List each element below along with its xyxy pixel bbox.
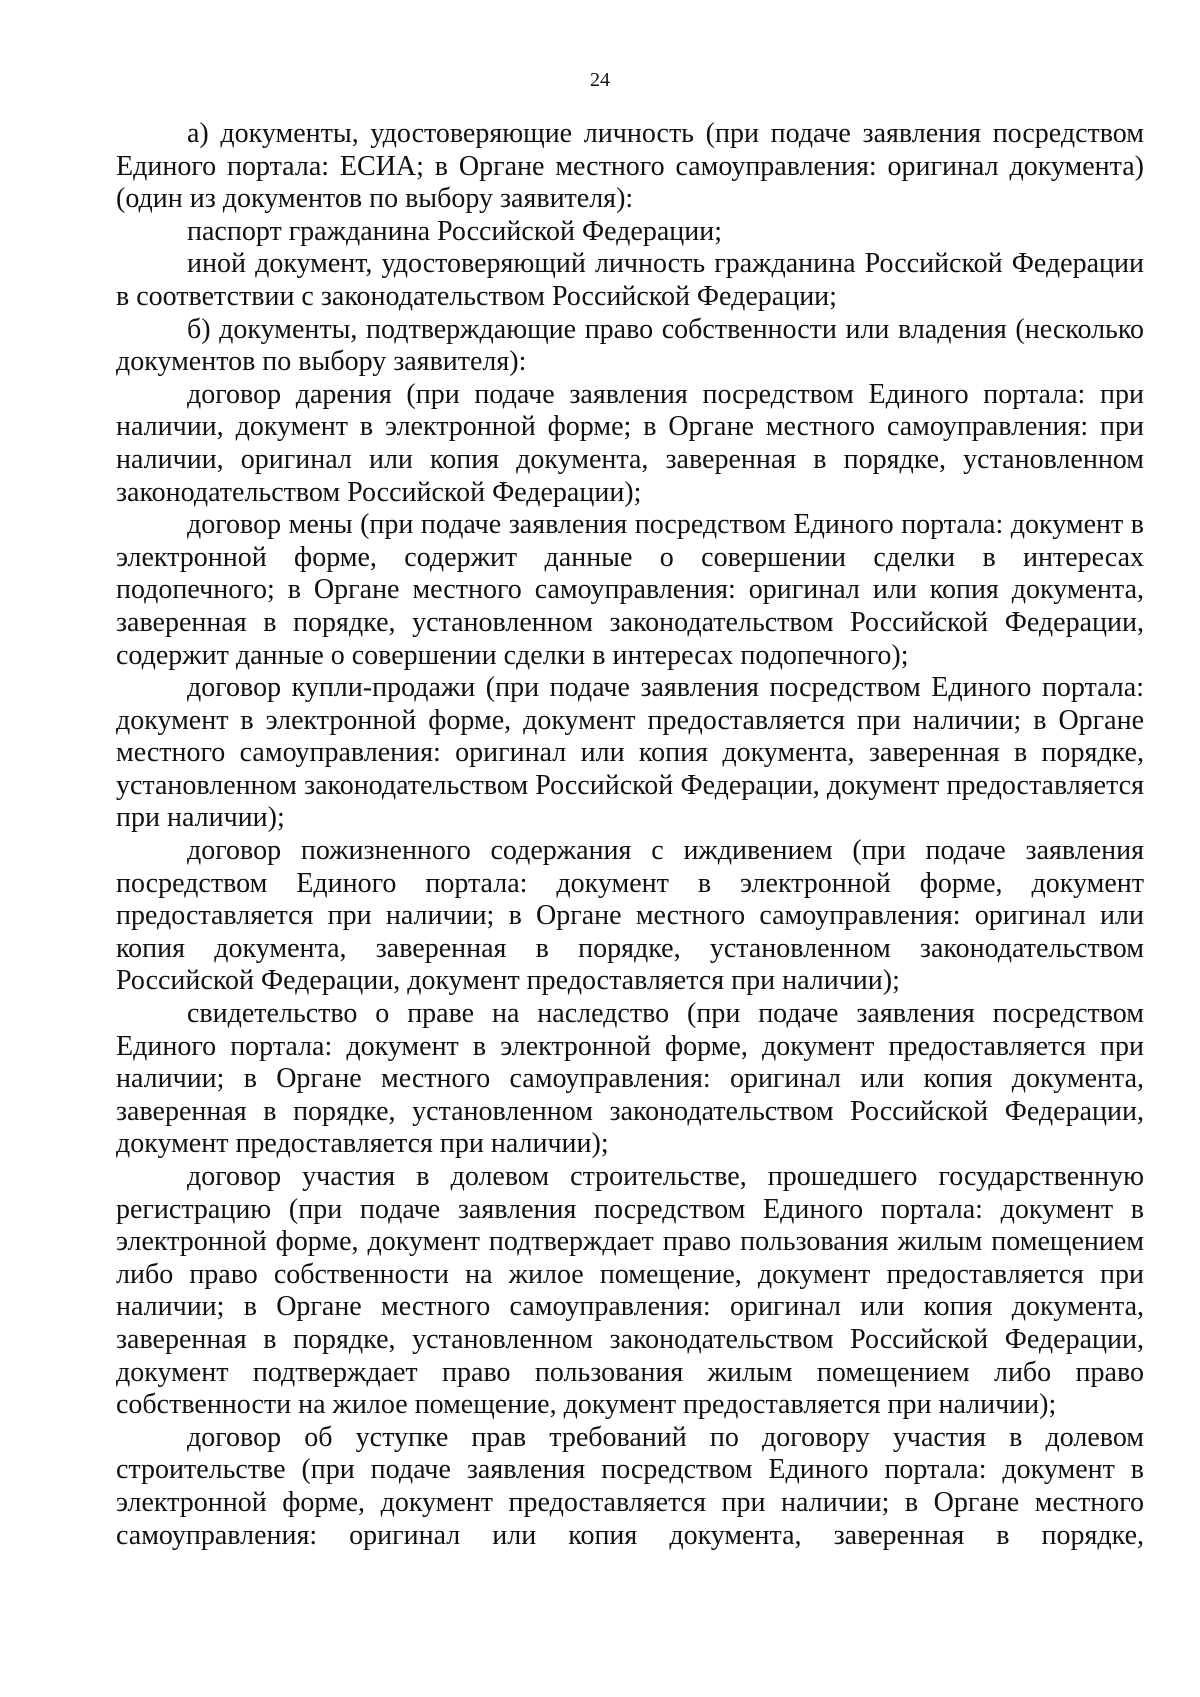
- paragraph-other-identity-document: иной документ, удостоверяющий личность гражданина Российской Федерации в соответствии с законодательством Российской Федерации;: [116, 248, 1144, 312]
- page-number: 24: [590, 69, 610, 91]
- paragraph-identity-documents: а) документы, удостоверяющие личность (при подаче заявления посредством Единого портала: ЕСИА; в Органе местного самоуправления: оригинал документа) (один из документов по выбору заявителя):: [116, 118, 1144, 215]
- paragraph-sale-agreement: договор купли-продажи (при подаче заявления посредством Единого портала: документ в электронной форме, документ предоставляется при наличии; в Органе местного самоуправления: оригинал или копия документа, заверенная в порядке, установленном законодательством Российской Федерации, документ предоставляется при наличии);: [116, 672, 1144, 834]
- paragraph-exchange-agreement: договор мены (при подаче заявления посредством Единого портала: документ в электронной форме, содержит данные о совершении сделки в интересах подопечного; в Органе местного самоуправления: оригинал или копия документа, заверенная в порядке, установленном законодательством Российской Федерации, содержит данные о совершении сделки в интересах подопечного);: [116, 509, 1144, 671]
- paragraph-passport: паспорт гражданина Российской Федерации;: [187, 215, 723, 247]
- paragraph-gift-agreement: договор дарения (при подаче заявления посредством Единого портала: при наличии, документ в электронной форме; в Органе местного самоуправления: при наличии, оригинал или копия документа, заверенная в порядке, установленном законодательством Российской Федерации);: [116, 378, 1144, 508]
- paragraph-assignment-agreement: договор об уступке прав требований по договору участия в долевом строительстве (при подаче заявления посредством Единого портала: документ в электронной форме, документ предоставляется при наличии; в Органе местного самоуправления: оригинал или копия документа, заверенная в порядке,: [116, 1421, 1144, 1551]
- document-body: [116, 118, 1144, 1552]
- paragraph-lifetime-maintenance-agreement: договор пожизненного содержания с иждивением (при подаче заявления посредством Единого портала: документ в электронной форме, документ предоставляется при наличии; в Органе местного самоуправления: оригинал или копия документа, заверенная в порядке, установленном законодательством Российской Федерации, документ предоставляется при наличии);: [116, 835, 1144, 997]
- paragraph-shared-construction-agreement: договор участия в долевом строительстве, прошедшего государственную регистрацию (при подаче заявления посредством Единого портала: документ в электронной форме, документ подтверждает право пользования жилым помещением либо право собственности на жилое помещение, документ предоставляется при наличии; в Органе местного самоуправления: оригинал или копия документа, заверенная в порядке, установленном законодательством Российской Федерации, документ подтверждает право пользования жилым помещением либо право собственности на жилое помещение, документ предоставляется при наличии);: [116, 1161, 1144, 1421]
- paragraph-ownership-documents: б) документы, подтверждающие право собственности или владения (несколько документов по выбору заявителя):: [116, 313, 1144, 378]
- paragraph-inheritance-certificate: свидетельство о праве на наследство (при подаче заявления посредством Единого портала: документ в электронной форме, документ предоставляется при наличии; в Органе местного самоуправления: оригинал или копия документа, заверенная в порядке, установленном законодательством Российской Федерации, документ предоставляется при наличии);: [116, 998, 1144, 1160]
